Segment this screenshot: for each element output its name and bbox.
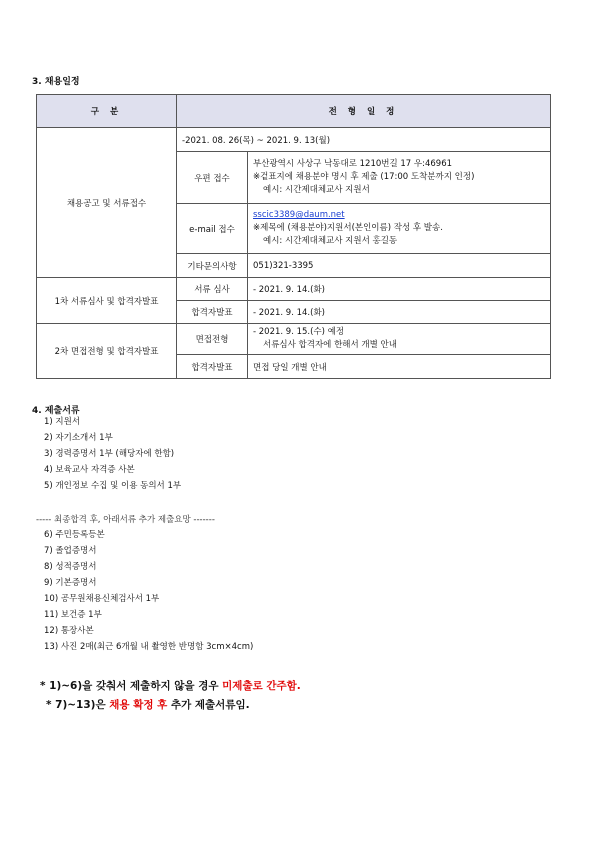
group-document-review-label: 1차 서류심사 및 합격자발표 bbox=[37, 278, 177, 324]
mail-note: ※겉표지에 채용분야 명시 후 제출 (17:00 도착분까지 인정) bbox=[253, 172, 475, 182]
additional-documents-list bbox=[44, 527, 253, 655]
interview-date: - 2021. 9. 15.(수) 예정 bbox=[253, 327, 345, 337]
interview-result-value: 면접 당일 개별 안내 bbox=[248, 355, 551, 379]
mail-example: 예시: 시간제대체교사 지원서 bbox=[263, 185, 370, 195]
note-2-text: * 7)~13)은 bbox=[46, 699, 110, 711]
note-2 bbox=[46, 697, 250, 712]
required-documents-list bbox=[44, 414, 181, 494]
list-item: 5) 개인정보 수집 및 이용 동의서 1부 bbox=[44, 481, 182, 491]
email-label: e-mail 접수 bbox=[177, 204, 248, 254]
list-item: 1) 지원서 bbox=[44, 417, 81, 427]
group-interview-label: 2차 면접전형 및 합격자발표 bbox=[37, 324, 177, 379]
header-schedule: 전 형 일 정 bbox=[177, 95, 551, 128]
section3-title: 3. 채용일정 bbox=[32, 77, 80, 87]
list-item: 2) 자기소개서 1부 bbox=[44, 433, 113, 443]
note-1-emphasis: 미제출로 간주함. bbox=[222, 680, 301, 692]
email-example: 예시: 시간제대체교사 지원서 홍길동 bbox=[263, 236, 398, 246]
list-item: 13) 사진 2매(최근 6개월 내 촬영한 반명함 3cm×4cm) bbox=[44, 642, 254, 652]
list-item: 6) 주민등록등본 bbox=[44, 530, 105, 540]
note-2-tail: 추가 제출서류임. bbox=[167, 699, 250, 711]
schedule-table bbox=[36, 94, 551, 379]
email-link[interactable]: sscic3389@daum.net bbox=[253, 210, 345, 220]
list-item: 9) 기본증명서 bbox=[44, 578, 97, 588]
contact-value: 051)321-3395 bbox=[248, 254, 551, 278]
mail-label: 우편 접수 bbox=[177, 152, 248, 204]
mail-address: 부산광역시 사상구 낙동대로 1210번길 17 우:46961 bbox=[253, 159, 453, 169]
list-item: 10) 공무원채용신체검사서 1부 bbox=[44, 594, 160, 604]
additional-documents-divider: ----- 최종합격 후, 아래서류 추가 제출요망 ------- bbox=[36, 515, 215, 525]
group-announcement-label: 채용공고 및 서류접수 bbox=[37, 128, 177, 278]
contact-label: 기타문의사항 bbox=[177, 254, 248, 278]
review-result-date: - 2021. 9. 14.(화) bbox=[248, 301, 551, 324]
mail-details bbox=[248, 152, 551, 204]
interview-details bbox=[248, 324, 551, 355]
list-item: 8) 성적증명서 bbox=[44, 562, 97, 572]
list-item: 7) 졸업증명서 bbox=[44, 546, 97, 556]
interview-note: 서류심사 합격자에 한해서 개별 안내 bbox=[263, 340, 397, 350]
list-item: 4) 보육교사 자격증 사본 bbox=[44, 465, 135, 475]
review-date: - 2021. 9. 14.(화) bbox=[248, 278, 551, 301]
email-details bbox=[248, 204, 551, 254]
email-note: ※제목에 (채용분야)지원서(본인이름) 작성 후 발송. bbox=[253, 223, 443, 233]
review-result-label: 합격자발표 bbox=[177, 301, 248, 324]
review-label: 서류 심사 bbox=[177, 278, 248, 301]
list-item: 12) 통장사본 bbox=[44, 626, 94, 636]
section4-title: 4. 제출서류 bbox=[32, 406, 80, 416]
list-item: 11) 보건증 1부 bbox=[44, 610, 102, 620]
table-header-row bbox=[37, 95, 551, 128]
header-category: 구 분 bbox=[37, 95, 177, 128]
interview-label: 면접전형 bbox=[177, 324, 248, 355]
note-2-emphasis: 채용 확정 후 bbox=[109, 699, 168, 711]
list-item: 3) 경력증명서 1부 (해당자에 한함) bbox=[44, 449, 175, 459]
note-1 bbox=[40, 678, 301, 693]
note-1-text: * 1)~6)을 갖춰서 제출하지 않을 경우 bbox=[40, 680, 223, 692]
announcement-period: -2021. 08. 26(목) ~ 2021. 9. 13(월) bbox=[177, 128, 551, 152]
interview-result-label: 합격자발표 bbox=[177, 355, 248, 379]
